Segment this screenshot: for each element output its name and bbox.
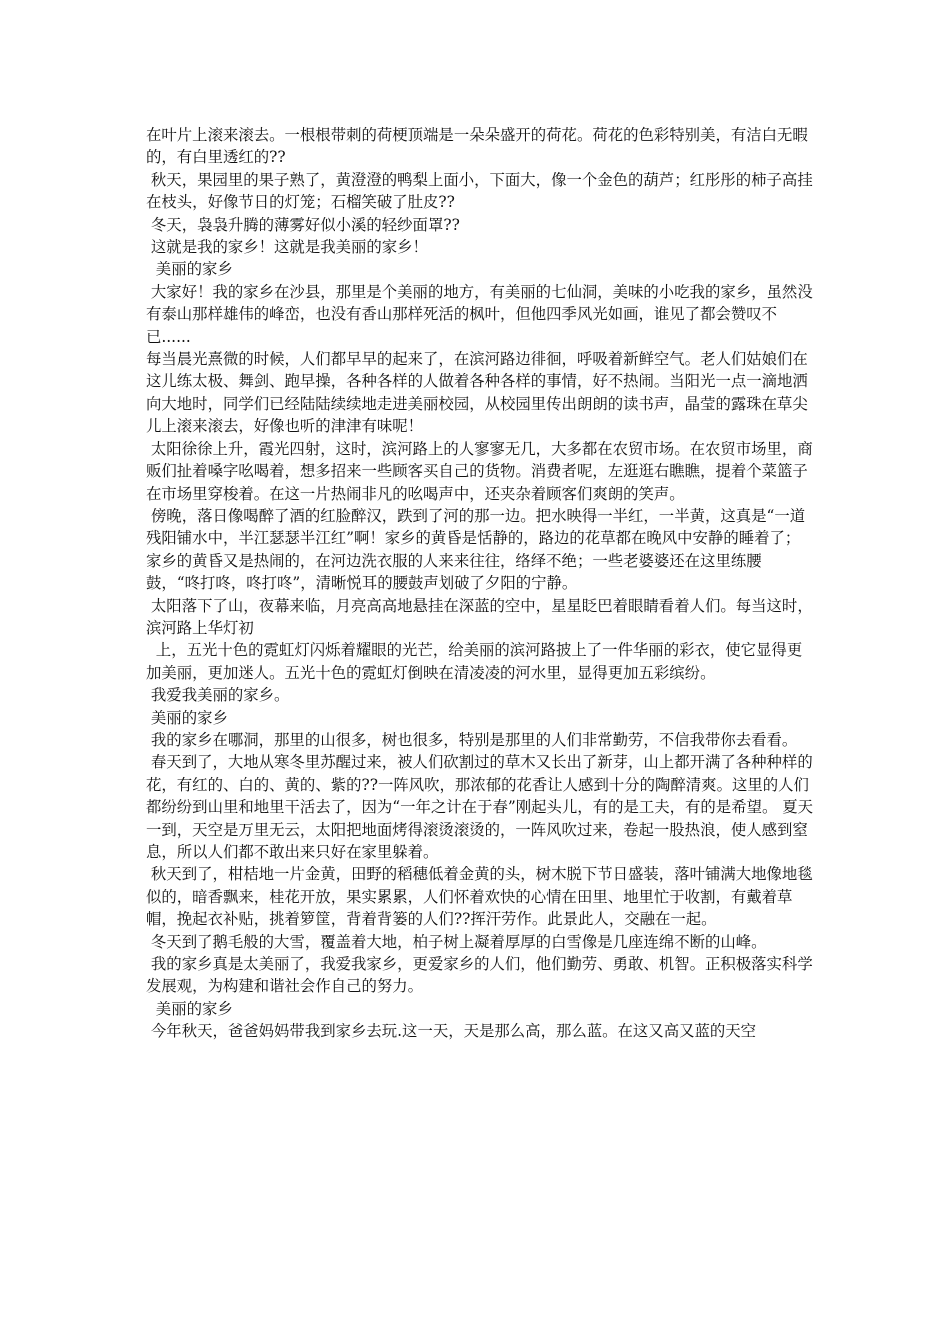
paragraph: 我爱我美丽的家乡。 [146, 686, 290, 705]
document-body [146, 124, 814, 1043]
paragraph: 太阳落下了山，夜幕来临，月亮高高地悬挂在深蓝的空中，星星眨巴着眼睛看着人们。每当这时，滨河路上华灯初 [146, 596, 813, 637]
section-heading: 美丽的家乡 [146, 999, 233, 1018]
paragraph: 在叶片上滚来滚去。一根根带刺的荷梗顶端是一朵朵盛开的荷花。荷花的色彩特别美，有洁白无暇的，有白里透红的?? [146, 126, 808, 167]
paragraph: 冬天到了鹅毛般的大雪，覆盖着大地，柏子树上凝着厚厚的白雪像是几座连绵不断的山峰。 [146, 932, 767, 951]
section-heading: 美丽的家乡 [146, 708, 228, 727]
paragraph: 冬天，袅袅升腾的薄雾好似小溪的轻纱面罩?? [146, 215, 460, 234]
paragraph: 每当晨光熹微的时候，人们都早早的起来了，在滨河路边徘徊，呼吸着新鲜空气。老人们姑娘们在这儿练太极、舞剑、跑早操，各种各样的人做着各种各样的事情，好不热闹。当阳光一点一滴地洒向大地时，同学们已经陆陆续续地走进美丽校园，从校园里传出朗朗的读书声，晶莹的露珠在草尖儿上滚来滚去，好像也听的津津有味呢！ [146, 350, 808, 436]
paragraph: 太阳徐徐上升，霞光四射，这时，滨河路上的人寥寥无几，大多都在农贸市场。在农贸市场里，商贩们扯着嗓字吆喝着，想多招来一些顾客买自己的货物。消费者呢，左逛逛右瞧瞧，提着个菜篮子在市场里穿梭着。在这一片热闹非凡的吆喝声中，还夹杂着顾客们爽朗的笑声。 [146, 439, 813, 503]
paragraph: 这就是我的家乡！这就是我美丽的家乡！ [146, 238, 428, 257]
paragraph: 今年秋天，爸爸妈妈带我到家乡去玩.这一天，天是那么高，那么蓝。在这又高又蓝的天空 [146, 1022, 757, 1041]
section-heading: 美丽的家乡 [146, 260, 233, 279]
paragraph: 我的家乡真是太美丽了，我爱我家乡，更爱家乡的人们，他们勤劳、勇敢、机智。正积极落实科学发展观，为构建和谐社会作自己的努力。 [146, 955, 813, 996]
paragraph: 秋天到了，柑桔地一片金黄，田野的稻穗低着金黄的头，树木脱下节日盛装，落叶铺满大地像地毯似的，暗香飘来，桂花开放，果实累累，人们怀着欢快的心情在田里、地里忙于收割，有戴着草帽，挽起衣补贴，挑着箩筐，背着背篓的人们??挥汗劳作。此景此人，交融在一起。 [146, 865, 813, 929]
paragraph: 傍晚，落日像喝醉了酒的红脸醉汉，跌到了河的那一边。把水映得一半红，一半黄，这真是“一道残阳铺水中，半江瑟瑟半江红”啊！家乡的黄昏是恬静的，路边的花草都在晚风中安静的睡着了；家乡的黄昏又是热闹的，在河边洗衣服的人来来往往，络绎不绝；一些老婆婆还在这里练腰鼓，“咚打咚，咚打咚”，清晰悦耳的腰鼓声划破了夕阳的宁静。 [146, 506, 806, 593]
paragraph: 春天到了，大地从寒冬里苏醒过来，被人们砍割过的草木又长出了新芽，山上都开满了各种种样的花，有红的、白的、黄的、紫的??一阵风吹，那浓郁的花香让人感到十分的陶醉清爽。这里的人们都纷纷到山里和地里干活去了，因为“一年之计在于春”刚起头儿，有的是工夫，有的是希望。 夏天一到，天空是万里无云，太阳把地面烤得滚烫滚烫的，一阵风吹过来，卷起一股热浪，使人感到窒息，所以人们都不敢出来只好在家里躲着。 [146, 753, 814, 861]
paragraph: 我的家乡在哪洞，那里的山很多，树也很多，特别是那里的人们非常勤劳，不信我带你去看看。 [146, 730, 798, 749]
paragraph: 大家好！我的家乡在沙县，那里是个美丽的地方，有美丽的七仙洞，美味的小吃我的家乡，虽然没有泰山那样雄伟的峰峦，也没有香山那样死活的枫叶，但他四季风光如画，谁见了都会赞叹不已...... [146, 282, 813, 346]
paragraph: 上，五光十色的霓虹灯闪烁着耀眼的光芒，给美丽的滨河路披上了一件华丽的彩衣，使它显得更加美丽，更加迷人。五光十色的霓虹灯倒映在清凌凌的河水里，显得更加五彩缤纷。 [146, 641, 803, 682]
paragraph: 秋天，果园里的果子熟了，黄澄澄的鸭梨上面小，下面大，像一个金色的葫芦；红彤彤的柿子高挂在枝头，好像节日的灯笼；石榴笑破了肚皮?? [146, 170, 813, 212]
